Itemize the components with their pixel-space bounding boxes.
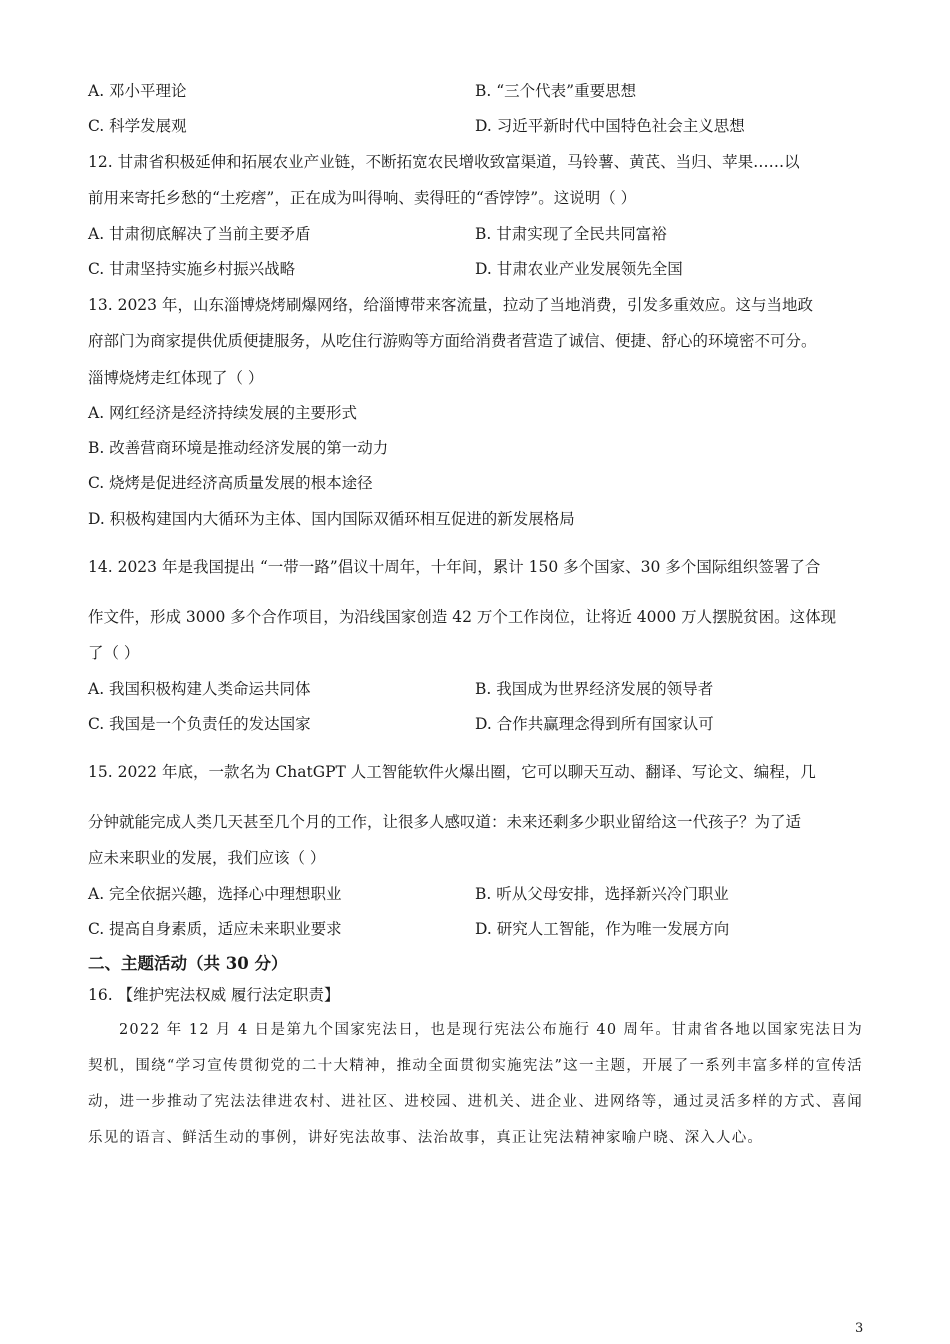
section-heading: 二、主题活动（共 30 分） — [88, 954, 288, 973]
q15-option-a: A. 完全依据兴趣，选择心中理想职业 — [88, 885, 342, 903]
q13-stem-line-2: 府部门为商家提供优质便捷服务，从吃住行游购等方面给消费者营造了诚信、便捷、舒心的环境密不可分。 — [88, 332, 817, 350]
q13-option-c: C. 烧烤是促进经济高质量发展的根本途径 — [88, 474, 373, 492]
q11-option-b: B. “三个代表”重要思想 — [475, 82, 637, 100]
q13-stem-line-3: 淄博烧烤走红体现了（ ） — [88, 369, 264, 387]
q15-option-d: D. 研究人工智能，作为唯一发展方向 — [475, 920, 730, 938]
q15-stem-line-3: 应未来职业的发展，我们应该（ ） — [88, 849, 326, 867]
q16-title: 16. 【维护宪法权威 履行法定职责】 — [88, 986, 340, 1004]
page-number: 3 — [855, 1321, 864, 1336]
q12-option-a: A. 甘肃彻底解决了当前主要矛盾 — [88, 225, 311, 243]
q15-stem-line-2: 分钟就能完成人类几天甚至几个月的工作，让很多人感叹道：未来还剩多少职业留给这一代孩子？为了适 — [88, 813, 802, 831]
q14-stem-line-3: 了（ ） — [88, 644, 140, 662]
q11-option-c: C. 科学发展观 — [88, 117, 187, 135]
q12-option-b: B. 甘肃实现了全民共同富裕 — [475, 225, 667, 243]
q13-option-b: B. 改善营商环境是推动经济发展的第一动力 — [88, 439, 389, 457]
q11-option-a: A. 邓小平理论 — [88, 82, 187, 100]
q16-paragraph: 2022 年 12 月 4 日是第九个国家宪法日，也是现行宪法公布施行 40 周年。甘肃省各地以国家宪法日为契机，围绕“学习宣传贯彻党的二十大精神，推动全面贯彻实施宪法”这一主题，开展了一系列丰富多样的宣传活动，进一步推动了宪法法律进农村、进社区、进校园、进机关、进企业、进网络等，通过灵活多样的方式、喜闻乐见的语言、鲜活生动的事例，讲好宪法故事、法治故事，真正让宪法精神家喻户晓、深入人心。 — [88, 1022, 863, 1146]
q14-option-d: D. 合作共赢理念得到所有国家认可 — [475, 715, 714, 733]
q14-option-c: C. 我国是一个负责任的发达国家 — [88, 715, 311, 733]
q12-stem-line-2: 前用来寄托乡愁的“土疙瘩”，正在成为叫得响、卖得旺的“香饽饽”。这说明（ ） — [88, 189, 637, 207]
q12-stem-line-1: 12. 甘肃省积极延伸和拓展农业产业链，不断拓宽农民增收致富渠道，马铃薯、黄芪、当归、苹果……以 — [88, 153, 800, 171]
q14-option-a: A. 我国积极构建人类命运共同体 — [88, 680, 311, 698]
q15-option-c: C. 提高自身素质，适应未来职业要求 — [88, 920, 342, 938]
q13-option-a: A. 网红经济是经济持续发展的主要形式 — [88, 404, 358, 422]
q12-option-c: C. 甘肃坚持实施乡村振兴战略 — [88, 260, 296, 278]
q12-option-d: D. 甘肃农业产业发展领先全国 — [475, 260, 683, 278]
q14-stem-line-2: 作文件，形成 3000 多个合作项目，为沿线国家创造 42 万个工作岗位，让将近 4000 万人摆脱贫困。这体现 — [88, 608, 837, 626]
q15-option-b: B. 听从父母安排，选择新兴冷门职业 — [475, 885, 729, 903]
q13-option-d: D. 积极构建国内大循环为主体、国内国际双循环相互促进的新发展格局 — [88, 510, 575, 528]
q14-option-b: B. 我国成为世界经济发展的领导者 — [475, 680, 714, 698]
q13-stem-line-1: 13. 2023 年，山东淄博烧烤刷爆网络，给淄博带来客流量，拉动了当地消费，引发多重效应。这与当地政 — [88, 296, 813, 314]
q11-option-d: D. 习近平新时代中国特色社会主义思想 — [475, 117, 745, 135]
q14-stem-line-1: 14. 2023 年是我国提出 “一带一路”倡议十周年，十年间，累计 150 多个国家、30 多个国际组织签署了合 — [88, 558, 821, 576]
q15-stem-line-1: 15. 2022 年底，一款名为 ChatGPT 人工智能软件火爆出圈，它可以聊天互动、翻译、写论文、编程，几 — [88, 763, 816, 781]
